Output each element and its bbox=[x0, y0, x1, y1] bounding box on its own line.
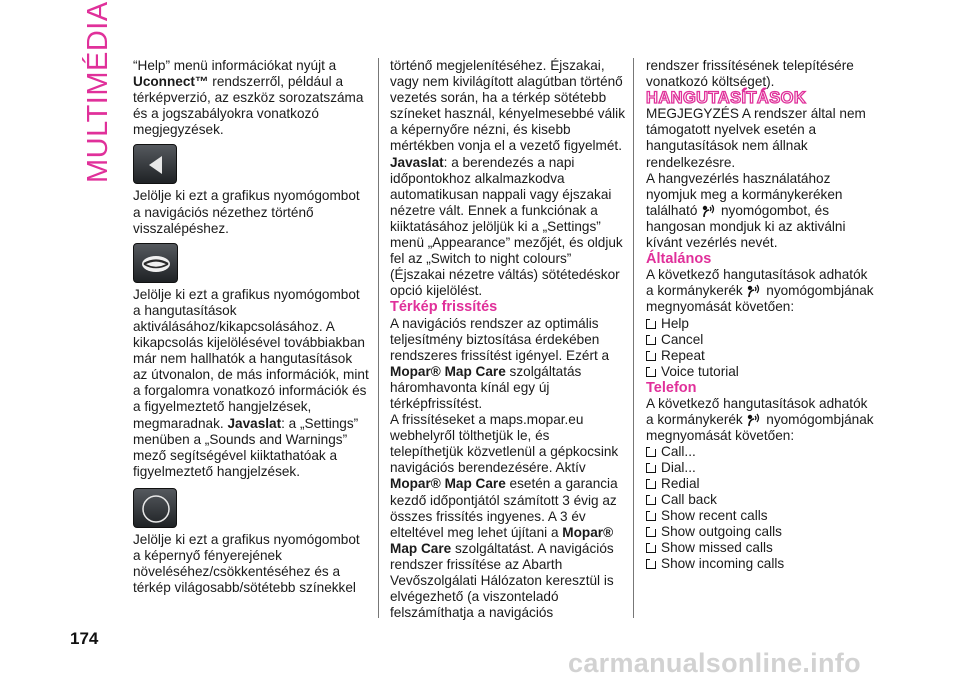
phone-commands-list bbox=[646, 444, 878, 572]
day-night-description: Jelölje ki ezt a grafikus nyomógombot a képernyő fényerejének növeléséhez/csökkentéséhez és a térkép világosabb/sötétebb színekkel bbox=[133, 531, 360, 596]
checkbox-icon bbox=[646, 335, 656, 345]
checkbox-icon bbox=[646, 479, 656, 489]
column-divider-left bbox=[378, 58, 379, 618]
general-intro: A következő hangutasítások adhatók a kormánykerék nyomógombjának megnyomását követően: bbox=[646, 267, 874, 315]
voice-command-icon bbox=[746, 283, 762, 299]
map-update-paragraph: A navigációs rendszer az optimális teljesítmény biztosítása érdekében rendszeres frissítést igényel. Ezért a Mopar® Map Care szolgáltatás háromhavonta kínál egy új térképfrissítést. bbox=[390, 315, 610, 411]
list-item: Cancel bbox=[646, 332, 878, 348]
update-cost-paragraph: rendszer frissítésének telepítésére vonatkozó költséget). bbox=[646, 58, 854, 90]
checkbox-icon bbox=[646, 543, 656, 553]
voice-usage-paragraph: A hangvezérlés használatához nyomjuk meg a kormánykeréken található nyomógombot, és hangosan mondjuk ki az aktiválni kívánt vezérlés nevét. bbox=[646, 170, 846, 251]
list-item: Show incoming calls bbox=[646, 556, 878, 572]
voice-command-icon bbox=[746, 412, 762, 428]
back-to-navigation-button[interactable] bbox=[133, 144, 177, 184]
column-3 bbox=[646, 58, 878, 572]
general-commands-list bbox=[646, 316, 878, 380]
column-1 bbox=[133, 58, 369, 596]
phone-heading: Telefon bbox=[646, 379, 697, 396]
checkbox-icon bbox=[646, 511, 656, 521]
checkbox-icon bbox=[646, 463, 656, 473]
checkbox-icon bbox=[646, 495, 656, 505]
list-item: Show missed calls bbox=[646, 540, 878, 556]
checkbox-icon bbox=[646, 319, 656, 329]
checkbox-icon bbox=[646, 527, 656, 537]
list-item: Call... bbox=[646, 444, 878, 460]
back-arrow-icon bbox=[134, 145, 178, 185]
list-item: Help bbox=[646, 316, 878, 332]
list-item: Show recent calls bbox=[646, 508, 878, 524]
list-item: Repeat bbox=[646, 348, 878, 364]
section-title: MULTIMÉDIA bbox=[82, 1, 114, 183]
moon-icon bbox=[134, 489, 178, 529]
watermark: carmanualsonline.info bbox=[568, 648, 861, 678]
map-download-paragraph: A frissítéseket a maps.mopar.eu webhelyről tölthetjük le, és telepíthetjük közvetlenül a gépkocsink navigációs berendezésére. Aktív Mopar® Map Care esetén a garancia kezdő időpontjától számított 3 évig az összes frissítés ingyenes. A 3 év elteltével meg lehet újítani a Mopar® Map Care szolgáltatást. A navigációs rendszer frissítése az Abarth Vevőszolgálati Hálózaton keresztül is elvégezhető (a viszonteladó felszámíthatja a navigációs bbox=[390, 412, 619, 621]
map-update-heading: Térkép frissítés bbox=[390, 299, 498, 316]
back-button-description: Jelölje ki ezt a grafikus nyomógombot a navigációs nézethez történő visszalépéshez. bbox=[133, 188, 360, 236]
list-item: Redial bbox=[646, 476, 878, 492]
phone-intro: A következő hangutasítások adhatók a kormánykerék nyomógombjának megnyomását követően: bbox=[646, 395, 874, 443]
checkbox-icon bbox=[646, 351, 656, 361]
checkbox-icon bbox=[646, 367, 656, 377]
page-number: 174 bbox=[70, 629, 99, 648]
voice-prompts-toggle-button[interactable] bbox=[133, 243, 178, 283]
column-2 bbox=[390, 58, 626, 621]
night-mode-paragraph: történő megjelenítéséhez. Éjszakai, vagy nem kivilágított alagútban történő vezetés során, ha a térkép sötétebb színeket használ, kényelmesebbé válik a képernyőre nézni, és kisebb mértékben vonja el a vezető figyelmét. Javaslat: a berendezés a napi időpontokhoz alkalmazkodva automatikusan nappali vagy éjszakai nézetre vált. Ennek a funkciónak a kiiktatásához jelöljük ki a „Settings” menü „Appearance” mezőjét, és oldjuk fel az „Switch to night colours” (Éjszakai nézetre váltás) sötétedéskor opció kijelölést. bbox=[390, 58, 625, 299]
list-item: Show outgoing calls bbox=[646, 524, 878, 540]
column-divider-right bbox=[633, 58, 634, 618]
voice-commands-heading: HANGUTASÍTÁSOK bbox=[646, 89, 807, 108]
list-item: Voice tutorial bbox=[646, 364, 878, 380]
help-menu-paragraph: “Help” menü információkat nyújt a Uconnect™ rendszerről, például a térképverzió, az eszköz sorozatszáma és a jogszabályokra vonatkozó megjegyzések. bbox=[133, 58, 364, 138]
general-heading: Általános bbox=[646, 251, 712, 268]
checkbox-icon bbox=[646, 559, 656, 569]
list-item: Dial... bbox=[646, 460, 878, 476]
voice-prompts-description: Jelölje ki ezt a grafikus nyomógombot a hangutasítások aktiválásához/kikapcsolásához. A kikapcsolás kijelölésével továbbiakban már nem hallhatók a hangutasítások az útvonalon, de más információk, mint a forgalomra vonatkozó információk és a figyelmeztető hangjelzések, megmaradnak. Javaslat: a „Settings” menüben a „Sounds and Warnings” mező segítségével kiiktathatóak a figyelmeztető hangjelzések. bbox=[133, 286, 369, 479]
checkbox-icon bbox=[646, 447, 656, 457]
list-item: Call back bbox=[646, 492, 878, 508]
note-paragraph: MEGJEGYZÉS A rendszer által nem támogatott nyelvek esetén a hangutasítások nem állnak rendelkezésre. bbox=[646, 106, 866, 170]
mouth-icon bbox=[134, 244, 179, 284]
voice-command-icon bbox=[701, 203, 717, 219]
day-night-mode-button[interactable] bbox=[133, 488, 177, 528]
